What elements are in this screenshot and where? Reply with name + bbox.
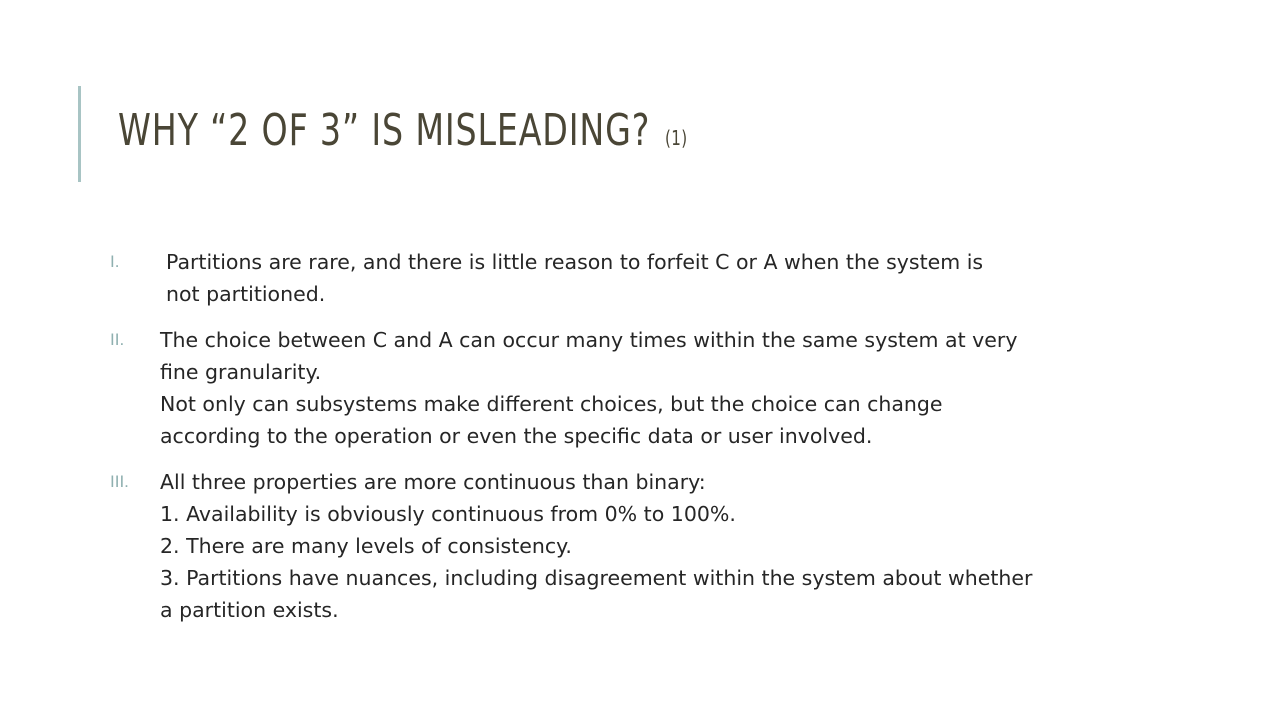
slide-title — [118, 100, 688, 169]
list-item-text — [160, 466, 1170, 626]
list-item-line: fine granularity. — [160, 360, 322, 384]
list-item-text — [160, 324, 1170, 452]
list-item-text — [166, 246, 1170, 310]
content-list — [110, 246, 1170, 640]
list-item-line: not partitioned. — [166, 282, 326, 306]
list-marker: I. — [110, 252, 120, 271]
slide-title-text: WHY “2 OF 3” IS MISLEADING? — [118, 105, 651, 156]
list-item — [110, 324, 1170, 452]
slide-title-suffix: (1) — [664, 126, 688, 150]
list-marker: II. — [110, 330, 125, 349]
list-item-line: Not only can subsystems make different choices, but the choice can change — [160, 392, 943, 416]
list-item-line: The choice between C and A can occur many times within the same system at very — [160, 328, 1018, 352]
list-item-line: 2. There are many levels of consistency. — [160, 534, 572, 558]
list-item-line: 3. Partitions have nuances, including disagreement within the system about whether — [160, 566, 1033, 590]
list-marker: III. — [110, 472, 129, 491]
list-item — [110, 246, 1170, 310]
list-item-line: a partition exists. — [160, 598, 339, 622]
list-item — [110, 466, 1170, 626]
list-item-line: 1. Availability is obviously continuous from 0% to 100%. — [160, 502, 736, 526]
title-accent-bar — [78, 86, 81, 182]
list-item-line: according to the operation or even the specific data or user involved. — [160, 424, 873, 448]
list-item-line: Partitions are rare, and there is little reason to forfeit C or A when the system is — [166, 250, 984, 274]
list-item-line: All three properties are more continuous than binary: — [160, 470, 706, 494]
